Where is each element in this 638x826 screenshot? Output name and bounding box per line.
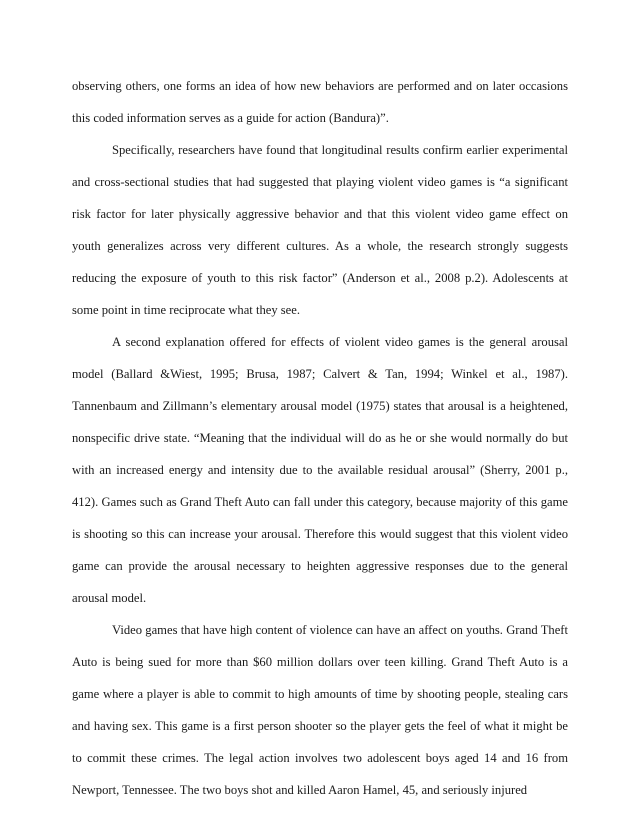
paragraph-grand-theft-auto: Video games that have high content of violence can have an affect on youths. Grand Theft Auto is being sued for more than $60 million dollars over teen killing. Grand Theft Auto is a game where a player is able to commit to high amounts of time by shooting people, stealing cars and having sex. This game is a first person shooter so the player gets the feel of what it might be to commit these crimes. The legal action involves two adolescent boys aged 14 and 16 from Newport, Tennessee. The two boys shot and killed Aaron Hamel, 45, and seriously injured <box>72 623 568 797</box>
paragraph-arousal-model: A second explanation offered for effects of violent video games is the general arousal model (Ballard &Wiest, 1995; Brusa, 1987; Calvert & Tan, 1994; Winkel et al., 1987). Tannenbaum and Zillmann’s elementary arousal model (1975) states that arousal is a heightened, nonspecific drive state. “Meaning that the individual will do as he or she would normally do but with an increased energy and intensity due to the available residual arousal” (Sherry, 2001 p., 412). Games such as Grand Theft Auto can fall under this category, because majority of this game is shooting so this can increase your arousal. Therefore this would suggest that this violent video game can provide the arousal necessary to heighten aggressive responses due to the general arousal model. <box>72 335 568 605</box>
body-text <box>72 70 568 806</box>
paragraph-continuation: observing others, one forms an idea of how new behaviors are performed and on later occasions this coded information serves as a guide for action (Bandura)”. <box>72 79 568 125</box>
paragraph-longitudinal-research: Specifically, researchers have found that longitudinal results confirm earlier experimental and cross-sectional studies that had suggested that playing violent video games is “a significant risk factor for later physically aggressive behavior and that this violent video game effect on youth generalizes across very different cultures. As a whole, the research strongly suggests reducing the exposure of youth to this risk factor” (Anderson et al., 2008 p.2). Adolescents at some point in time reciprocate what they see. <box>72 143 568 317</box>
